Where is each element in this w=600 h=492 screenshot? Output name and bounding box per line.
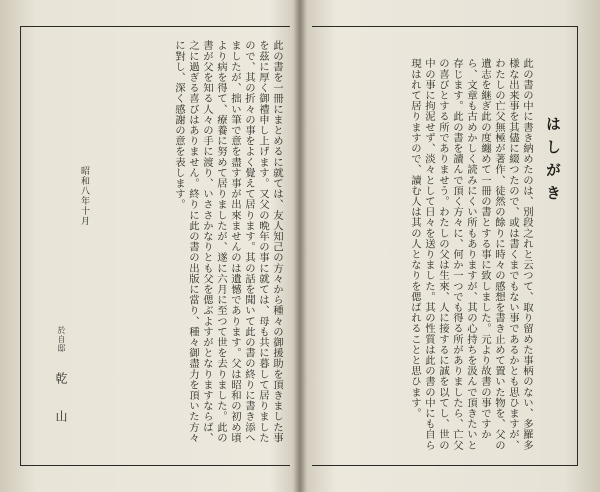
book-gutter xyxy=(292,0,308,492)
left-page xyxy=(20,26,290,466)
right-page xyxy=(312,26,578,466)
place-line: 於自邸 xyxy=(57,326,66,353)
author-name: 乾山 xyxy=(54,372,68,448)
date-line: 昭和八年十月 xyxy=(79,166,89,226)
left-page-body: 此の書を一冊にまとめるに就ては、友人知己の方々から種々の御援助を頂きました事を茲に厚く御禮申し上げます。又父の晩年の事に就ては、母も共に暮して居りましたので、其の折々の事をよく覺えて居ります。其の話を聞いて此の書の終りに書き添へましたが、拙い筆で意を盡す事が出來ませんのは遺憾であります。父は昭和の初め頃より病を得て、療養に努めて居りましたが、遂に六月に至つて世を去りました。此の書が父を知る人々の手に渡り、いささかなりとも父を偲ぶよすがとなりますならば、之に過ぎる喜びはありません。終りに此の書の出版に當り、種々御盡力を頂いた方々に對し、深く感謝の意を表します。 xyxy=(173,40,283,443)
right-page-body: 此の書の中に書き納めたのは、別段之れと云つて、取り留めた事柄のない、多羅多様な出来事を其儘に綴つたので、或は書くまでもない事であるかとも思ひますが、わたしの亡父無極が著作、徒然の餘りに時々の感想を書き止めて置いた物を、父の遺志を継ぎ此の度纏めて一冊の書とする事に致しました。元より故書の事ですから、文章も古めかしく読みにくい所もありますが、其の心持ちを汲んで頂きたいと存じます。此の書を讀んで頂く方々に、何か一つでも得る所がありましたら、亡父の喜びとする所でありませう。わたしの父は生來、人に接するに誠を以てし、世の中の事に拘泥せず、淡々として日々を送りました。其の性質は此の書の中にも自ら現はれて居りますので、讀む人は其の人となりを偲ばれることと思ひます。 xyxy=(409,58,533,451)
page-title: はしがき xyxy=(544,116,562,208)
